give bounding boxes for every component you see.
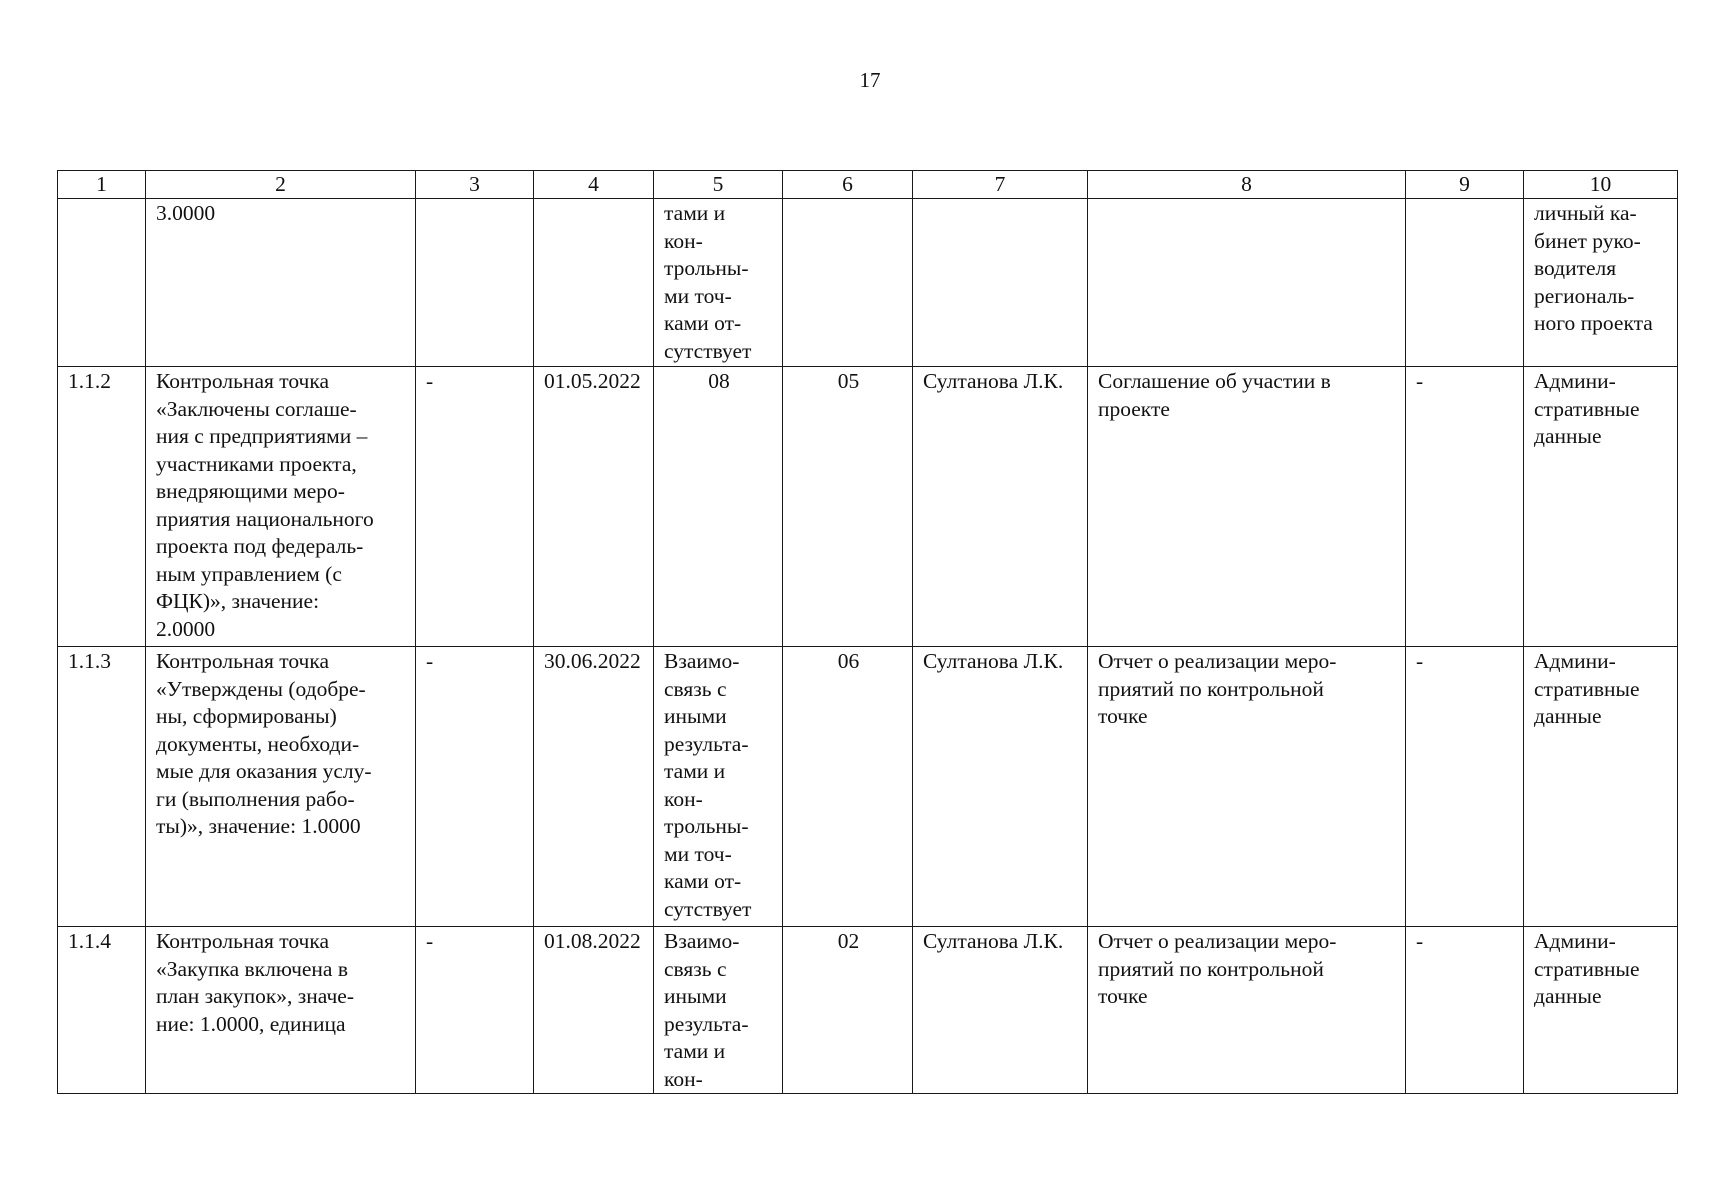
source-cell: личный ка- бинет руко- водителя региональ- ного проекта [1524,199,1678,367]
source-cell: Админи- стративные данные [1524,927,1678,1094]
document-cell: Отчет о реализации меро- приятий по контрольной точке [1088,927,1406,1094]
column-header-10: 10 [1524,171,1678,199]
col3-cell [416,199,534,367]
column-header-2: 2 [146,171,416,199]
column-header-8: 8 [1088,171,1406,199]
document-cell: Отчет о реализации меро- приятий по контрольной точке [1088,647,1406,927]
description-cell: Контрольная точка «Закупка включена в план закупок», значе- ние: 1.0000, единица [146,927,416,1094]
source-cell: Админи- стративные данные [1524,647,1678,927]
description-cell: Контрольная точка «Заключены соглаше- ния с предприятиями – участниками проекта, внедряющими меро- приятия национального проекта под федераль- ным управлением (с ФЦК)», значение: 2.0000 [146,367,416,647]
row-number-cell: 1.1.4 [58,927,146,1094]
table-row [58,647,1678,927]
col9-cell: - [1406,927,1524,1094]
page-number: 17 [859,68,881,92]
col9-cell: - [1406,647,1524,927]
col9-cell [1406,199,1524,367]
table-row [58,927,1678,1094]
column-header-7: 7 [913,171,1088,199]
column-header-3: 3 [416,171,534,199]
col6-cell: 06 [783,647,913,927]
responsible-cell [913,199,1088,367]
document-cell: Соглашение об участии в проекте [1088,367,1406,647]
document-cell [1088,199,1406,367]
row-number-cell [58,199,146,367]
column-header-6: 6 [783,171,913,199]
responsible-cell: Султанова Л.К. [913,927,1088,1094]
col5-cell: тами и кон- трольны- ми точ- ками от- сутствует [654,199,783,367]
column-header-5: 5 [654,171,783,199]
col6-cell: 02 [783,927,913,1094]
header-row [58,171,1678,199]
plan-table [57,170,1678,1094]
description-cell: Контрольная точка «Утверждены (одобре- ны, сформированы) документы, необходи- мые для оказания услу- ги (выполнения рабо- ты)», значение: 1.0000 [146,647,416,927]
table-row [58,199,1678,367]
col5-cell: Взаимо- связь с иными результа- тами и кон- [654,927,783,1094]
col5-cell: 08 [654,367,783,647]
table-row [58,367,1678,647]
column-header-1: 1 [58,171,146,199]
responsible-cell: Султанова Л.К. [913,647,1088,927]
col9-cell: - [1406,367,1524,647]
col5-cell: Взаимо- связь с иными результа- тами и кон- трольны- ми точ- ками от- сутствует [654,647,783,927]
responsible-cell: Султанова Л.К. [913,367,1088,647]
source-cell: Админи- стративные данные [1524,367,1678,647]
date-cell [534,199,654,367]
row-number-cell: 1.1.2 [58,367,146,647]
col6-cell [783,199,913,367]
date-cell: 30.06.2022 [534,647,654,927]
col6-cell: 05 [783,367,913,647]
date-cell: 01.08.2022 [534,927,654,1094]
col3-cell: - [416,367,534,647]
col3-cell: - [416,927,534,1094]
date-cell: 01.05.2022 [534,367,654,647]
col3-cell: - [416,647,534,927]
column-header-9: 9 [1406,171,1524,199]
row-number-cell: 1.1.3 [58,647,146,927]
description-cell: 3.0000 [146,199,416,367]
column-header-4: 4 [534,171,654,199]
